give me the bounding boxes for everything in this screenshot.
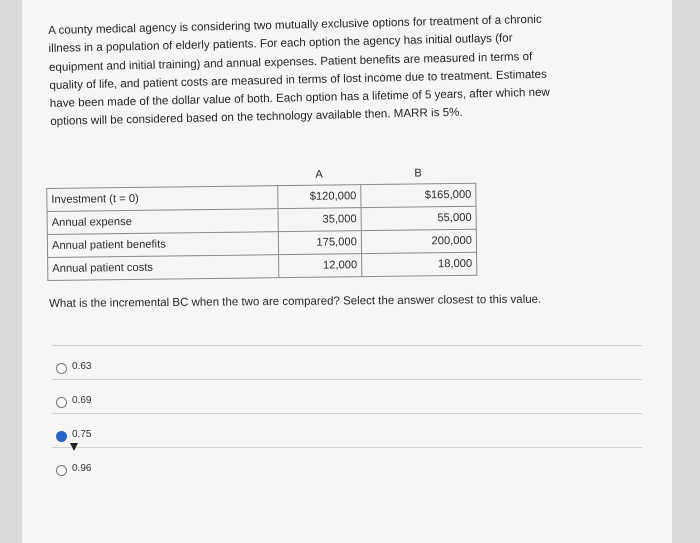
table-header-blank — [46, 165, 277, 188]
prompt-line: A county medical agency is considering two mutually exclusive options for treatment of a chronic — [48, 12, 542, 37]
answer-option[interactable] — [52, 379, 642, 414]
row-value-b: $165,000 — [361, 183, 476, 207]
prompt-line: illness in a population of elderly patients. For each option the agency has initial outlays (for — [48, 31, 513, 56]
row-value-a: $120,000 — [278, 185, 361, 209]
radio-button[interactable] — [56, 397, 67, 408]
row-value-a: 12,000 — [279, 254, 362, 278]
table-row — [48, 252, 477, 280]
problem-sheet — [22, 0, 672, 543]
prompt-line: quality of life, and patient costs are measured in terms of lost income due to treatment. Estimates — [49, 67, 547, 92]
answer-option[interactable] — [52, 447, 642, 482]
row-value-b: 200,000 — [361, 229, 476, 253]
prompt-line: equipment and initial training) and annual expenses. Patient benefits are measured in terms of — [48, 49, 533, 74]
row-label: Annual patient benefits — [47, 232, 278, 258]
answer-option[interactable] — [52, 345, 642, 380]
answer-label: 0.63 — [72, 361, 92, 372]
row-label: Annual expense — [47, 209, 278, 235]
row-label: Investment (t = 0) — [47, 186, 278, 212]
question-text: What is the incremental BC when the two are compared? Select the answer closest to this value. — [49, 293, 542, 310]
prompt-line: have been made of the dollar value of both. Each option has a lifetime of 5 years, after which new — [49, 85, 550, 111]
answer-label: 0.75 — [72, 429, 92, 440]
table-header-a: A — [315, 168, 323, 181]
mouse-cursor-icon — [70, 443, 78, 451]
answer-label: 0.69 — [72, 395, 92, 406]
row-value-a: 175,000 — [278, 231, 361, 255]
row-value-b: 55,000 — [361, 206, 476, 230]
row-value-b: 18,000 — [362, 252, 477, 276]
radio-button[interactable] — [56, 465, 67, 476]
row-value-a: 35,000 — [278, 208, 361, 232]
answer-option[interactable] — [52, 413, 642, 448]
table-header-b: B — [414, 167, 422, 180]
answer-label: 0.96 — [72, 463, 92, 474]
row-label: Annual patient costs — [48, 255, 279, 281]
problem-statement — [48, 9, 630, 132]
radio-button[interactable] — [56, 363, 67, 374]
options-data-table — [46, 163, 477, 281]
prompt-line: options will be considered based on the technology available then. MARR is 5%. — [50, 106, 463, 129]
radio-button-selected[interactable] — [56, 431, 67, 442]
